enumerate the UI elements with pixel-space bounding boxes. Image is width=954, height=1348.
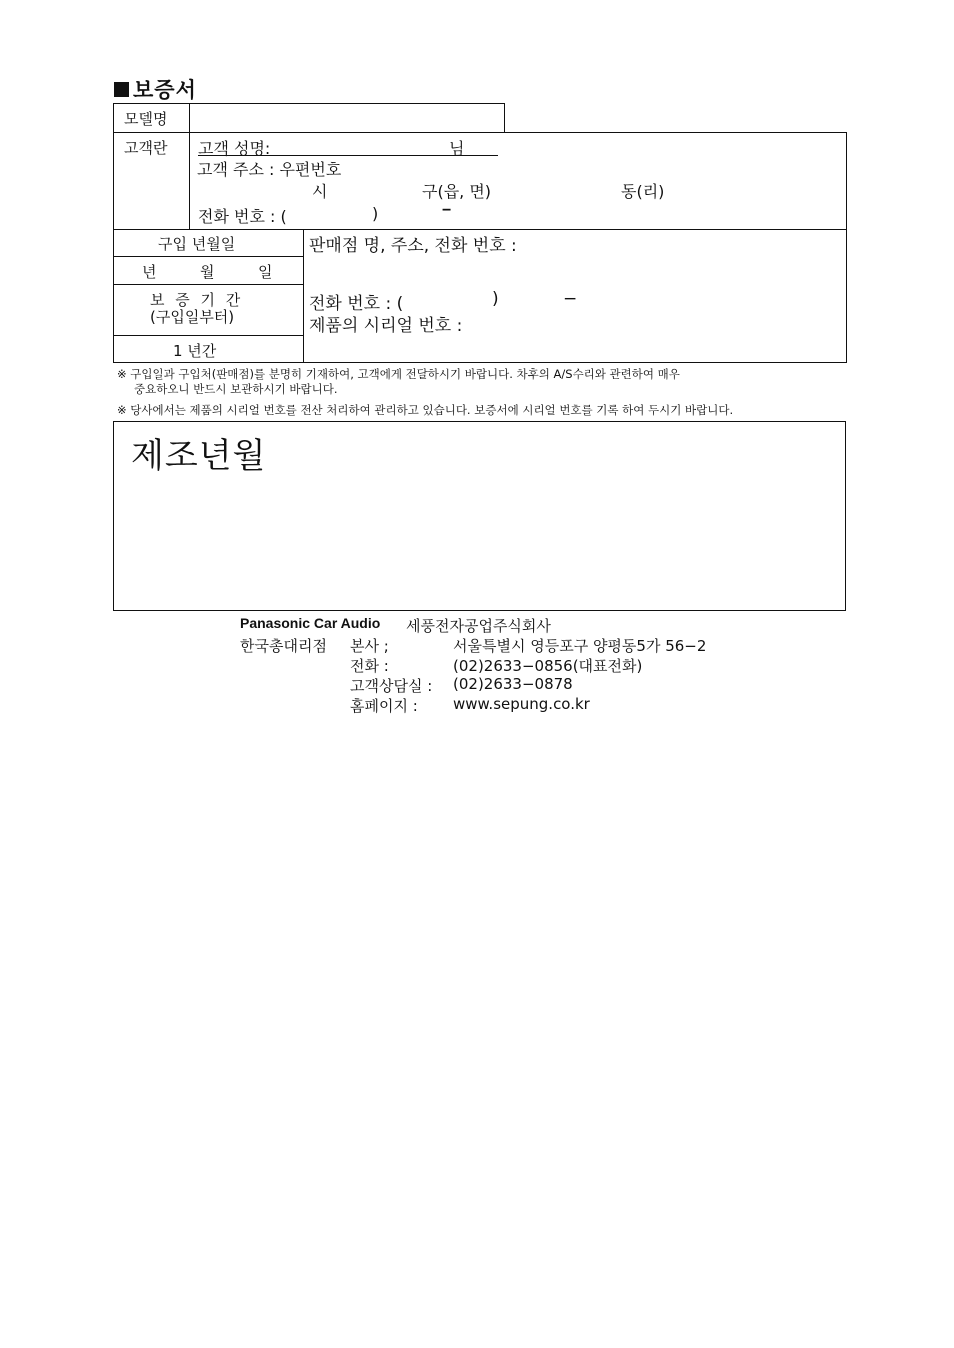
warranty-value: 1 년간 [173, 342, 217, 360]
day-label: 일 [258, 263, 273, 281]
cs-value: (02)2633−0878 [453, 675, 573, 693]
manufacture-label: 제조년월 [131, 436, 267, 476]
web-label: 홈페이지 : [350, 697, 418, 715]
divider [113, 284, 303, 285]
phone-paren-close: ) [372, 204, 379, 223]
note-1-line-1: ※ 구입일과 구입처(판매점)를 분명히 기재하여, 고객에게 전달하시기 바랍니다. 차후의 A/S수리와 관련하여 매우 [117, 367, 680, 381]
hq-label: 본사 ; [350, 637, 389, 655]
address-dong: 동(리) [621, 182, 665, 201]
warranty-label: 보 증 기 간 [150, 291, 244, 309]
month-label: 월 [200, 263, 215, 281]
dealer-phone-label: 전화 번호 : ( [309, 294, 404, 314]
brand-name: Panasonic Car Audio [240, 615, 381, 631]
address-gu: 구(읍, 면) [422, 182, 492, 201]
honorific: 님 [449, 139, 465, 158]
page-title: 보증서 [114, 74, 197, 104]
cs-label: 고객상담실 : [350, 677, 433, 695]
dealer-dash: − [563, 289, 578, 309]
phone-dash: − [442, 202, 452, 219]
tel-value: (02)2633−0856(대표전화) [453, 657, 643, 675]
hq-value: 서울특별시 영등포구 양평동5가 56−2 [453, 637, 707, 655]
dealer-paren-close: ) [492, 289, 499, 309]
note-2: ※ 당사에서는 제품의 시리얼 번호를 전산 처리하여 관리하고 있습니다. 보증서에 시리얼 번호를 기록 하여 두시기 바랍니다. [117, 403, 734, 417]
customer-name-label: 고객 성명: [198, 139, 271, 158]
customer-name-field[interactable] [280, 134, 440, 154]
note-1-line-2: 중요하오니 반드시 보관하시기 바랍니다. [134, 382, 338, 396]
divider [189, 132, 190, 230]
agent-label: 한국총대리점 [240, 637, 327, 655]
warranty-sub: (구입일부터) [150, 308, 235, 326]
divider [113, 256, 303, 257]
divider [189, 103, 190, 133]
year-label: 년 [142, 263, 157, 281]
serial-label: 제품의 시리얼 번호 : [309, 316, 463, 336]
purchase-date-label: 구입 년월일 [158, 235, 236, 253]
web-link[interactable]: www.sepung.co.kr [453, 695, 590, 713]
model-field[interactable] [192, 106, 502, 130]
customer-address-label: 고객 주소 : 우편번호 [197, 160, 342, 179]
address-si: 시 [312, 182, 328, 201]
dealer-info-label: 판매점 명, 주소, 전화 번호 : [309, 236, 517, 256]
divider [113, 335, 303, 336]
square-bullet-icon [114, 82, 129, 97]
tel-label: 전화 : [350, 657, 389, 675]
customer-phone-label: 전화 번호 : ( [198, 207, 287, 226]
divider [303, 229, 304, 363]
customer-name-line [198, 155, 498, 156]
model-label: 모델명 [124, 110, 168, 128]
company-name: 세풍전자공업주식회사 [406, 617, 551, 635]
customer-label: 고객란 [124, 139, 168, 157]
